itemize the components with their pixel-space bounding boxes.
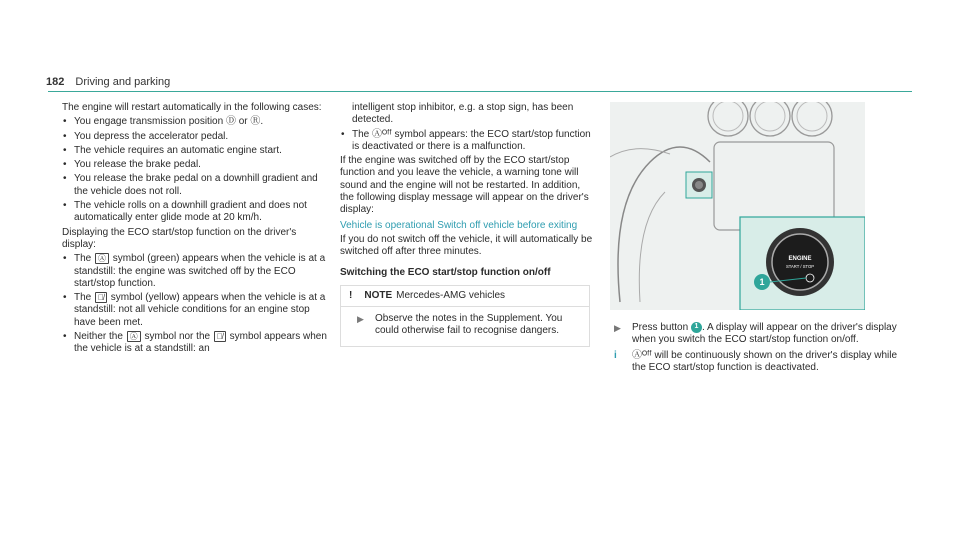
list-item: • You depress the accelerator pedal. [62, 131, 327, 143]
note-title: Mercedes-AMG vehicles [396, 289, 506, 301]
list-item: • The vehicle rolls on a downhill gradient and does not automatically enter glide mode at 20 km/h. [62, 200, 327, 225]
eco-green-icon: Ⓐ [95, 253, 109, 264]
section-title: Driving and parking [75, 76, 171, 88]
column-left [62, 102, 327, 356]
section-subheading: Switching the ECO start/stop function on/off [340, 266, 551, 278]
dashboard-drawing [610, 102, 865, 310]
list-item: • The Ⓐᴼᶠᶠ symbol appears: the ECO start/stop function is deactivated or there is a malfunction. [340, 129, 595, 154]
symbol-mid: symbol nor the [144, 331, 211, 343]
button-line1: ENGINE [788, 256, 812, 262]
list-item [62, 292, 327, 329]
instruction-step [610, 322, 910, 347]
warning-icon: ! [349, 289, 353, 301]
column-right [610, 102, 910, 374]
note-label: NOTE [364, 289, 393, 301]
list-item: • The vehicle requires an automatic engine start. [62, 145, 327, 157]
symbol-post: symbol (green) appears when the vehicle is at a standstill: the engine was switched off by the ECO start/stop function. [74, 253, 326, 289]
symbol-post: symbol appears when the vehicle is at a standstill: an [74, 331, 327, 355]
list-item [62, 253, 327, 290]
info-note [610, 350, 910, 375]
callout-badge: 1 [691, 322, 702, 333]
auto-switch-off-paragraph: If you do not switch off the vehicle, it will automatically be switched off after three minutes. [340, 233, 593, 258]
list-item: • You release the brake pedal on a downhill gradient and the vehicle does not roll. [62, 173, 327, 198]
list-item: • You engage transmission position Ⓓ or Ⓡ. [62, 116, 327, 128]
note-text: Observe the notes in the Supplement. You could otherwise fail to recognise dangers. [375, 313, 563, 337]
restart-cases-list [62, 116, 327, 224]
arrow-right-icon: ▶ [357, 314, 364, 325]
info-text: Ⓐᴼᶠᶠ will be continuously shown on the driver's display while the ECO start/stop function is deactivated. [632, 349, 898, 374]
symbol-list [62, 253, 327, 355]
symbol-pre: Neither the [74, 331, 123, 343]
list-item: • You release the brake pedal. [62, 159, 327, 171]
eco-yellow-icon: Ⓐ̸ [214, 331, 226, 342]
warning-paragraph: If the engine was switched off by the ECO start/stop function and you leave the vehicle, a warning tone will sound and the engine will not be restarted. In addition, the following display message will appear on the driver's display: [340, 155, 589, 216]
list-item [62, 331, 327, 356]
step-pre: Press button [632, 322, 689, 334]
note-body [341, 307, 589, 346]
callout-number: 1 [759, 277, 765, 287]
symbol-pre: The [74, 292, 92, 304]
display-intro: Displaying the ECO start/stop function on the driver's display: [62, 226, 297, 250]
header-rule [48, 91, 912, 92]
symbol-pre: The [74, 253, 92, 265]
continued-text: intelligent stop inhibitor, e.g. a stop sign, has been detected. [352, 102, 574, 126]
button-line2: START / STOP [785, 264, 815, 269]
note-header [341, 286, 589, 307]
eco-yellow-icon: Ⓐ̸ [95, 292, 107, 303]
note-box [340, 285, 590, 347]
arrow-right-icon: ▶ [614, 323, 621, 333]
eco-green-icon: Ⓐ [127, 331, 141, 342]
dashboard-illustration [610, 102, 865, 310]
page-number: 182 [46, 76, 65, 88]
cont-list [340, 129, 595, 154]
column-middle [340, 102, 595, 347]
symbol-post: symbol (yellow) appears when the vehicle is at a standstill: not all vehicle conditions for an engine stop have been met. [74, 292, 326, 328]
info-icon: i [614, 349, 617, 361]
page-header [46, 76, 170, 88]
display-message: Vehicle is operational Switch off vehicle before exiting [340, 219, 578, 231]
step-post: . A display will appear on the driver's display when you switch the ECO start/stop function on/off. [632, 322, 897, 346]
intro-text: The engine will restart automatically in the following cases: [62, 102, 322, 113]
